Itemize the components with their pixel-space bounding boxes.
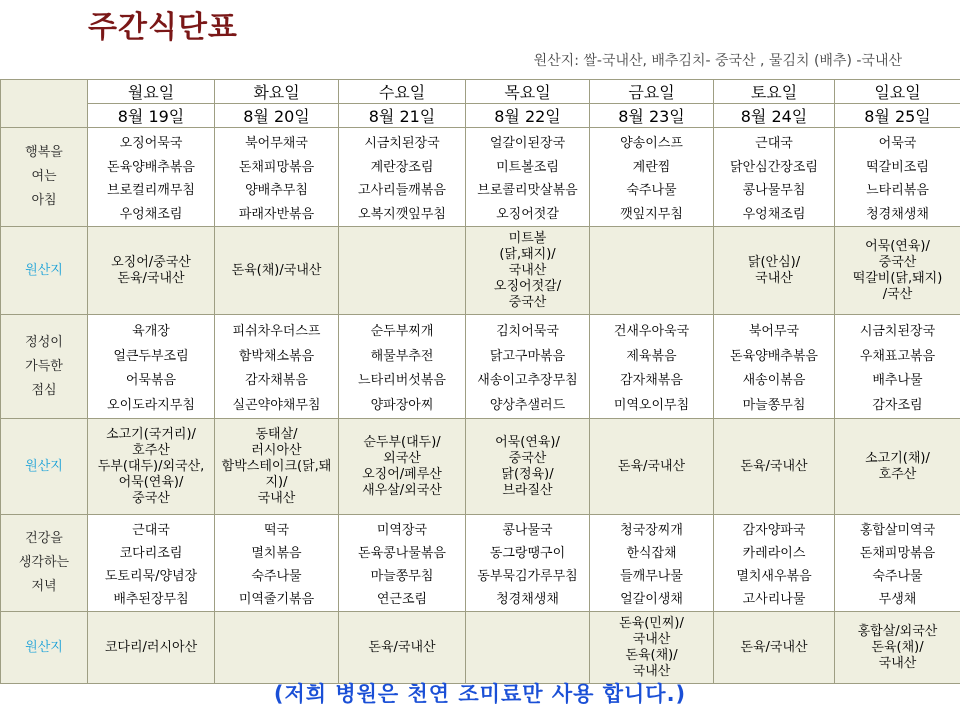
dish-item: 시금치된장국	[364, 136, 440, 152]
dish-item: 파래자반볶음	[238, 206, 315, 222]
menu-cell	[88, 515, 215, 612]
dish-item: 한식잡채	[626, 546, 677, 561]
menu-cell	[339, 315, 466, 419]
menu-cell	[215, 315, 339, 419]
dish-item: 연근조림	[376, 592, 428, 607]
menu-cell	[215, 128, 339, 227]
dish-item: 순두부찌개	[370, 323, 434, 339]
dish-item: 닭안심간장조림	[730, 159, 818, 175]
menu-cell	[339, 515, 466, 612]
origin-cell	[590, 227, 714, 315]
origin-text: 소고기(국거리)/ 호주산 두부(대두)/외국산, 어묵(연육)/ 중국산	[97, 426, 205, 506]
footer-note: (저희 병원은 천연 조미료만 사용 합니다.)	[273, 682, 687, 706]
origin-text: 닭(안심)/ 국내산	[747, 254, 801, 286]
menu-cell	[714, 128, 835, 227]
dish-item: 오이도라지무침	[107, 398, 195, 414]
dish-item: 떡국	[263, 523, 290, 538]
origin-text: 홍합살/외국산 돈육(채)/ 국내산	[857, 623, 938, 671]
dish-item: 제육볶음	[626, 348, 677, 364]
dish-item: 홍합살미역국	[859, 523, 936, 538]
menu-cell	[714, 515, 835, 612]
day-header: 월요일	[88, 80, 215, 104]
dish-item: 깻잎지무침	[620, 206, 683, 222]
dish-item: 새송이볶음	[742, 373, 806, 389]
origin-note: 원산지: 쌀-국내산, 배추김치- 중국산 , 물김치 (배추) -국내산	[533, 53, 902, 69]
menu-cell	[590, 515, 714, 612]
dish-item: 배추나물	[872, 373, 923, 389]
menu-cell	[88, 128, 215, 227]
dish-item: 청경채생채	[496, 592, 559, 607]
origin-cell	[88, 612, 215, 684]
origin-cell	[88, 227, 215, 315]
menu-cell	[835, 315, 960, 419]
dish-item: 돈채피망볶음	[859, 546, 936, 561]
origin-cell	[835, 612, 960, 684]
menu-cell	[466, 515, 590, 612]
meal-label: 정성이 가득한 점심	[1, 315, 88, 419]
dish-item: 미역줄기볶음	[238, 592, 315, 607]
dish-item: 얼큰두부조림	[113, 348, 189, 364]
origin-cell	[215, 612, 339, 684]
dish-item: 감자조림	[872, 398, 923, 414]
header-corner	[1, 80, 88, 128]
origin-text: 미트볼 (닭,돼지)/ 국내산 오징어젓갈/ 중국산	[493, 230, 562, 310]
menu-cell	[714, 315, 835, 419]
origin-text: 코다리/러시아산	[104, 639, 198, 655]
day-header: 토요일	[714, 80, 835, 104]
day-header: 금요일	[590, 80, 714, 104]
dish-item: 마늘쫑무침	[742, 398, 806, 414]
dish-item: 미역오이무침	[613, 398, 690, 414]
origin-label: 원산지	[1, 612, 88, 684]
dish-item: 떡갈비조림	[866, 159, 929, 175]
menu-cell	[466, 128, 590, 227]
dish-item: 함박채소볶음	[238, 348, 315, 364]
origin-label: 원산지	[1, 419, 88, 515]
origin-text: 어묵(연육)/ 중국산 떡갈비(닭,돼지) /국산	[852, 238, 943, 302]
dish-item: 브로컬리깨무침	[107, 183, 195, 199]
dish-item: 어묵볶음	[125, 373, 177, 389]
dish-item: 우엉채조림	[119, 206, 183, 222]
menu-cell	[835, 515, 960, 612]
origin-cell	[339, 227, 466, 315]
origin-cell	[590, 419, 714, 515]
origin-cell	[215, 419, 339, 515]
weekly-menu-table	[0, 79, 960, 684]
dish-item: 느타리볶음	[866, 183, 929, 199]
dish-item: 건새우아욱국	[613, 323, 690, 339]
dish-item: 돈채피망볶음	[238, 159, 315, 175]
dish-item: 닭고구마볶음	[489, 348, 566, 364]
dish-item: 얼갈이된장국	[489, 136, 566, 152]
menu-cell	[466, 315, 590, 419]
dish-item: 청국장찌개	[620, 523, 683, 538]
dish-item: 고사리나물	[742, 592, 806, 607]
origin-text: 돈육(민찌)/ 국내산 돈육(채)/ 국내산	[619, 615, 684, 679]
dish-item: 해물부추전	[370, 348, 434, 364]
day-header: 수요일	[339, 80, 466, 104]
origin-cell	[88, 419, 215, 515]
date-header: 8월 25일	[835, 104, 960, 128]
menu-cell	[215, 515, 339, 612]
origin-cell	[714, 419, 835, 515]
dish-item: 숙주나물	[626, 183, 677, 199]
date-header: 8월 19일	[88, 104, 215, 128]
origin-cell	[215, 227, 339, 315]
dish-item: 돈육양배추볶음	[107, 159, 195, 175]
meal-label: 건강을 생각하는 저녁	[1, 515, 88, 612]
dish-item: 새송이고추장무침	[477, 373, 578, 389]
origin-text: 돈육/국내산	[617, 458, 686, 474]
dish-item: 카레라이스	[742, 546, 806, 561]
dish-item: 돈육콩나물볶음	[358, 546, 446, 561]
menu-cell	[590, 128, 714, 227]
origin-text: 돈육/국내산	[368, 639, 436, 655]
dish-item: 북어무채국	[245, 136, 308, 152]
dish-item: 들깨무나물	[620, 569, 683, 584]
origin-text: 오징어/중국산 돈육/국내산	[111, 254, 191, 286]
dish-item: 육개장	[132, 323, 170, 339]
origin-cell	[466, 419, 590, 515]
dish-item: 김치어묵국	[496, 323, 559, 339]
dish-item: 우채표고볶음	[859, 348, 936, 364]
dish-item: 숙주나물	[872, 569, 923, 584]
dish-item: 느타리버섯볶음	[358, 373, 446, 389]
dish-item: 우엉채조림	[742, 206, 806, 222]
origin-cell	[714, 612, 835, 684]
dish-item: 양배추무침	[245, 183, 308, 199]
dish-item: 양파장아찌	[370, 398, 434, 414]
dish-item: 멸치새우볶음	[736, 569, 812, 584]
origin-text: 소고기(채)/ 호주산	[865, 450, 930, 482]
dish-item: 시금치된장국	[859, 323, 936, 339]
dish-item: 근대국	[132, 523, 170, 538]
dish-item: 오복지깻잎무침	[358, 206, 446, 222]
dish-item: 청경채생채	[866, 206, 929, 222]
day-header: 목요일	[466, 80, 590, 104]
origin-text: 돈육/국내산	[740, 458, 808, 474]
dish-item: 브로콜리맛살볶음	[477, 183, 578, 199]
dish-item: 계란찜	[632, 159, 671, 175]
dish-item: 숙주나물	[251, 569, 302, 584]
date-header: 8월 23일	[590, 104, 714, 128]
meal-label: 행복을 여는 아침	[1, 128, 88, 227]
dish-item: 도토리묵/양념장	[104, 569, 198, 584]
dish-item: 감자채볶음	[245, 373, 308, 389]
date-header: 8월 21일	[339, 104, 466, 128]
dish-item: 얼갈이생채	[620, 592, 683, 607]
dish-item: 양송이스프	[620, 136, 683, 152]
menu-cell	[88, 315, 215, 419]
dish-item: 어묵국	[878, 136, 917, 152]
origin-label: 원산지	[1, 227, 88, 315]
dish-item: 근대국	[755, 136, 793, 152]
dish-item: 마늘쫑무침	[370, 569, 434, 584]
day-header: 일요일	[835, 80, 960, 104]
origin-text: 돈육/국내산	[740, 639, 808, 655]
dish-item: 멸치볶음	[251, 546, 302, 561]
origin-cell	[339, 612, 466, 684]
day-header: 화요일	[215, 80, 339, 104]
date-header: 8월 20일	[215, 104, 339, 128]
dish-item: 배추된장무침	[113, 592, 189, 607]
origin-cell	[590, 612, 714, 684]
dish-item: 미역장국	[376, 523, 428, 538]
origin-text: 돈육(채)/국내산	[231, 262, 322, 278]
dish-item: 계란장조림	[370, 159, 434, 175]
menu-cell	[339, 128, 466, 227]
dish-item: 코다리조림	[119, 546, 183, 561]
dish-item: 무생채	[878, 592, 917, 607]
origin-text: 어묵(연육)/ 중국산 닭(정육)/ 브라질산	[495, 434, 560, 498]
dish-item: 동그랑땡구이	[489, 546, 566, 561]
origin-cell	[339, 419, 466, 515]
dish-item: 돈육양배추볶음	[730, 348, 818, 364]
origin-text: 순두부(대두)/ 외국산 오징어/페루산 새우살/외국산	[362, 434, 442, 498]
dish-item: 미트볼조림	[496, 159, 559, 175]
origin-cell	[835, 227, 960, 315]
menu-cell	[590, 315, 714, 419]
dish-item: 감자채볶음	[620, 373, 683, 389]
origin-cell	[466, 612, 590, 684]
origin-text: 동태살/ 러시아산 함박스테이크(닭,돼지)/ 국내산	[221, 426, 332, 506]
dish-item: 피쉬차우더스프	[232, 323, 321, 339]
date-header: 8월 24일	[714, 104, 835, 128]
dish-item: 콩나물무침	[742, 183, 806, 199]
dish-item: 감자양파국	[742, 523, 806, 538]
origin-cell	[466, 227, 590, 315]
page-title: 주간식단표	[88, 10, 238, 45]
dish-item: 오징어젓갈	[496, 206, 559, 222]
origin-cell	[835, 419, 960, 515]
origin-cell	[714, 227, 835, 315]
date-header: 8월 22일	[466, 104, 590, 128]
dish-item: 콩나물국	[502, 523, 553, 538]
dish-item: 오징어묵국	[119, 136, 183, 152]
dish-item: 양상추샐러드	[489, 398, 566, 414]
dish-item: 동부묵김가루무침	[477, 569, 578, 584]
dish-item: 고사리들깨볶음	[358, 183, 446, 199]
menu-cell	[835, 128, 960, 227]
dish-item: 북어무국	[748, 323, 800, 339]
dish-item: 실곤약야채무침	[232, 398, 321, 414]
